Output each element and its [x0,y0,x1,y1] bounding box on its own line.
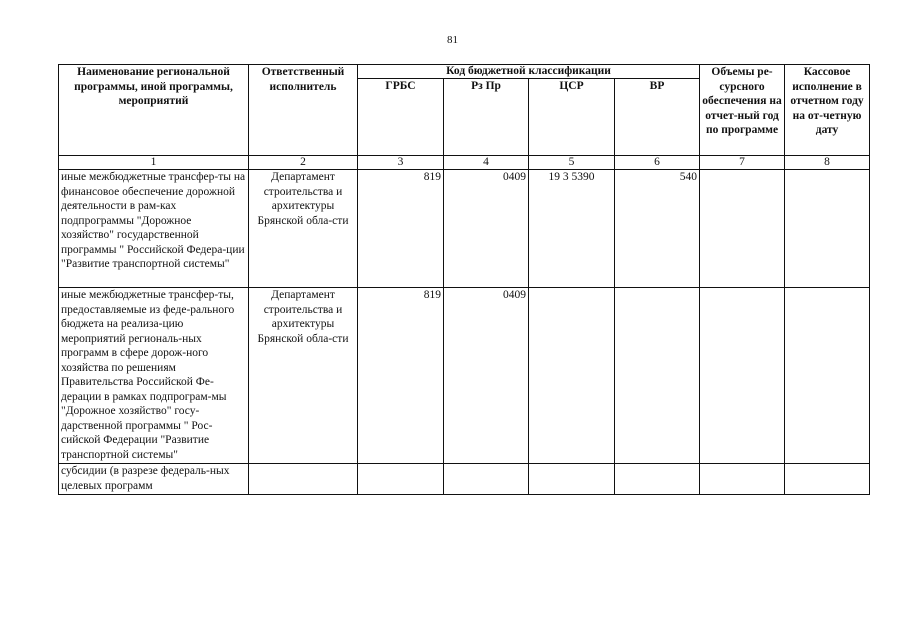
header-rzpr: Рз Пр [444,79,529,156]
header-vr: ВР [615,79,700,156]
row-vr-cell [615,288,700,464]
row-cash-cell [785,170,870,288]
row-volume-cell [700,464,785,495]
row-csr-cell: 19 3 5390 [529,170,615,288]
header-row-top [59,65,870,79]
row-grbs-cell [358,464,444,495]
column-number: 1 [59,156,249,170]
row-vr-cell [615,464,700,495]
row-rzpr-cell: 0409 [444,288,529,464]
row-rzpr-cell [444,464,529,495]
column-number: 2 [249,156,358,170]
row-executor-cell: Департамент строительства и архитектуры Брянской обла-сти [249,170,358,288]
row-executor-cell: Департамент строительства и архитектуры Брянской обла-сти [249,288,358,464]
header-csr: ЦСР [529,79,615,156]
header-volume: Объемы ре-сурсного обеспечения на отчет-ный год по программе [700,65,785,156]
table-row [59,464,870,495]
row-csr-cell [529,464,615,495]
column-number: 3 [358,156,444,170]
row-csr-cell [529,288,615,464]
row-volume-cell [700,170,785,288]
row-vr-cell: 540 [615,170,700,288]
row-volume-cell [700,288,785,464]
header-executor: Ответственный исполнитель [249,65,358,156]
row-grbs-cell: 819 [358,170,444,288]
row-cash-cell [785,464,870,495]
header-budget-code: Код бюджетной классификации [358,65,700,79]
column-number: 8 [785,156,870,170]
row-executor-cell [249,464,358,495]
row-name-cell: субсидии (в разрезе федераль-ных целевых программ [59,464,249,495]
column-number-row [59,156,870,170]
column-number: 6 [615,156,700,170]
row-name-cell: иные межбюджетные трансфер-ты, предоставляемые из феде-рального бюджета на реализа-цию мероприятий региональ-ных программ в сфере дорож-ного хозяйства по решениям Правительства Российской Фе-дерации в рамках подпрограм-мы "Дорожное хозяйство" госу-дарственной программы " Рос-сийской Федерации "Развитие транспортной системы" [59,288,249,464]
column-number: 4 [444,156,529,170]
budget-table [58,64,870,495]
row-rzpr-cell: 0409 [444,170,529,288]
header-grbs: ГРБС [358,79,444,156]
column-number: 7 [700,156,785,170]
row-grbs-cell: 819 [358,288,444,464]
header-name: Наименование региональной программы, иной программы, мероприятий [59,65,249,156]
table-row [59,288,870,464]
table-row [59,170,870,288]
row-name-cell: иные межбюджетные трансфер-ты на финансовое обеспечение дорожной деятельности в рам-ках подпрограммы "Дорожное хозяйство" государственной программы " Российской Федера-ции "Развитие транспортной системы" [59,170,249,288]
page-number: 81 [447,34,458,46]
header-cash: Кассовое исполнение в отчетном году на от-четную дату [785,65,870,156]
row-cash-cell [785,288,870,464]
column-number: 5 [529,156,615,170]
